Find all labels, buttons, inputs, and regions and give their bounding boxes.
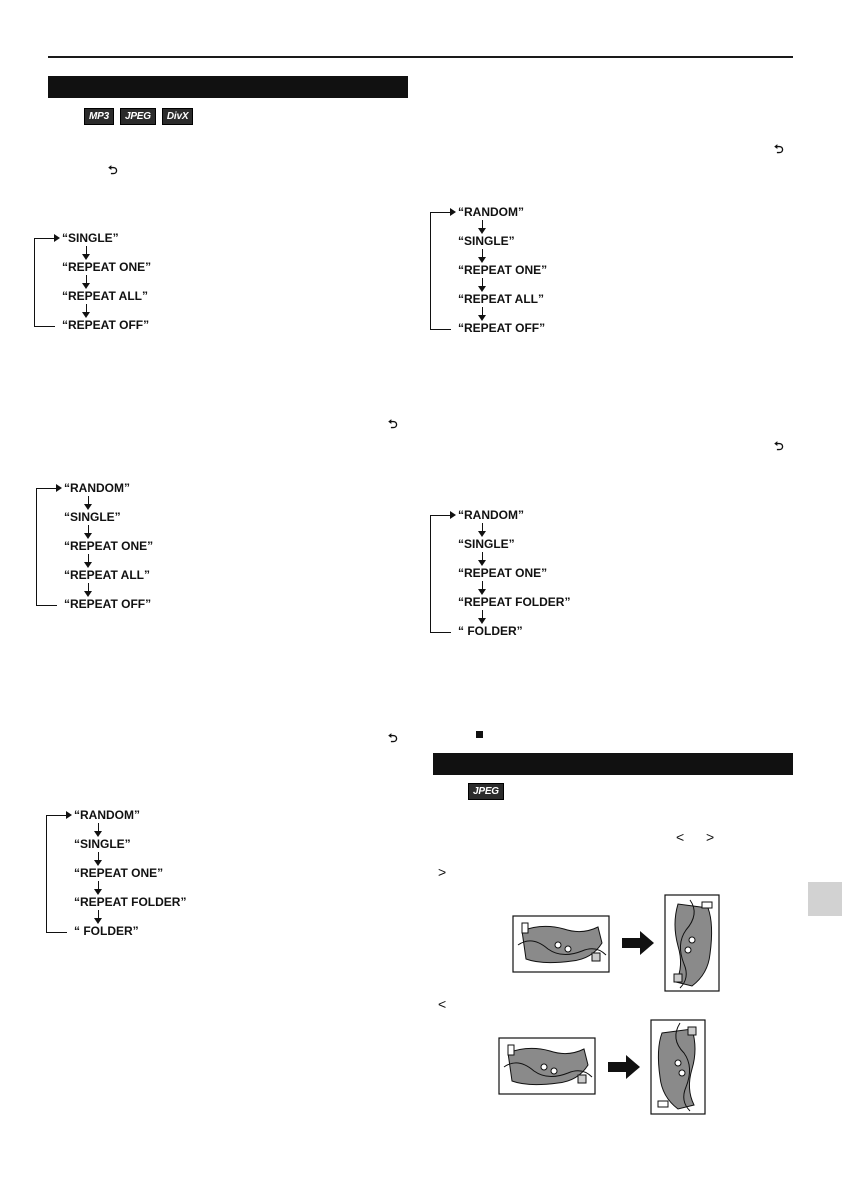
flow-step-label: “RANDOM” [458, 508, 524, 522]
jpeg-badge: JPEG [468, 783, 504, 800]
flow-return-arrow-icon [56, 484, 62, 492]
flow-return-arrow-icon [450, 208, 456, 216]
arrow-right-icon [608, 1055, 640, 1079]
flow-step-label: “REPEAT ALL” [458, 292, 544, 306]
flow-step-label: “REPEAT OFF” [458, 321, 546, 335]
repeat-icon: ⮌ [774, 439, 784, 453]
jpeg-format-badge [468, 783, 504, 800]
rotated-left-picture-illustration [650, 1019, 706, 1115]
rotate-left-key-icon: < [676, 829, 685, 845]
flow-return-arrow-icon [450, 511, 456, 519]
mp3-badge: MP3 [84, 108, 114, 125]
flow-step-label: “ FOLDER” [74, 924, 139, 938]
flow-return-arrow-icon [54, 234, 60, 242]
landscape-picture-illustration [512, 915, 610, 973]
flow-return-line [34, 238, 55, 327]
flow-step-label: “REPEAT ONE” [74, 866, 164, 880]
top-rule [48, 56, 793, 58]
section-header-bar-left [48, 76, 408, 98]
flow-return-line [430, 212, 451, 330]
format-badges [84, 108, 193, 125]
repeat-icon: ⮌ [388, 417, 398, 431]
flow-return-arrow-icon [66, 811, 72, 819]
flow-step-label: “REPEAT OFF” [62, 318, 150, 332]
flow-step-label: “REPEAT ONE” [62, 260, 152, 274]
flow-return-line [430, 515, 451, 633]
rotate-right-key-icon: > [438, 864, 447, 880]
repeat-icon: ⮌ [774, 142, 784, 156]
flow-step-label: “REPEAT FOLDER” [74, 895, 187, 909]
flow-step-label: “RANDOM” [64, 481, 130, 495]
flow-step-label: “REPEAT ALL” [64, 568, 150, 582]
arrow-right-icon [622, 931, 654, 955]
flow-step-label: “REPEAT ONE” [64, 539, 154, 553]
flow-step-label: “SINGLE” [458, 234, 515, 248]
divx-badge: DivX [162, 108, 193, 125]
flow-step-label: “SINGLE” [458, 537, 515, 551]
flow-step-label: “SINGLE” [74, 837, 131, 851]
section-tab [808, 882, 842, 916]
rotated-right-picture-illustration [664, 894, 720, 992]
flow-step-label: “SINGLE” [62, 231, 119, 245]
flow-step-label: “RANDOM” [74, 808, 140, 822]
flow-return-line [36, 488, 57, 606]
flow-step-label: “SINGLE” [64, 510, 121, 524]
flow-step-label: “REPEAT ONE” [458, 263, 548, 277]
flow-step-label: “RANDOM” [458, 205, 524, 219]
stop-icon [476, 731, 483, 738]
flow-step-label: “REPEAT ONE” [458, 566, 548, 580]
repeat-icon: ⮌ [108, 163, 118, 177]
flow-return-line [46, 815, 67, 933]
flow-step-label: “REPEAT ALL” [62, 289, 148, 303]
landscape-picture-illustration [498, 1037, 596, 1095]
rotate-right-key-icon: > [706, 829, 715, 845]
flow-step-label: “ FOLDER” [458, 624, 523, 638]
flow-step-label: “REPEAT OFF” [64, 597, 152, 611]
jpeg-badge: JPEG [120, 108, 156, 125]
section-header-bar-right [433, 753, 793, 775]
flow-step-label: “REPEAT FOLDER” [458, 595, 571, 609]
rotate-left-key-icon: < [438, 996, 447, 1012]
repeat-icon: ⮌ [388, 731, 398, 745]
